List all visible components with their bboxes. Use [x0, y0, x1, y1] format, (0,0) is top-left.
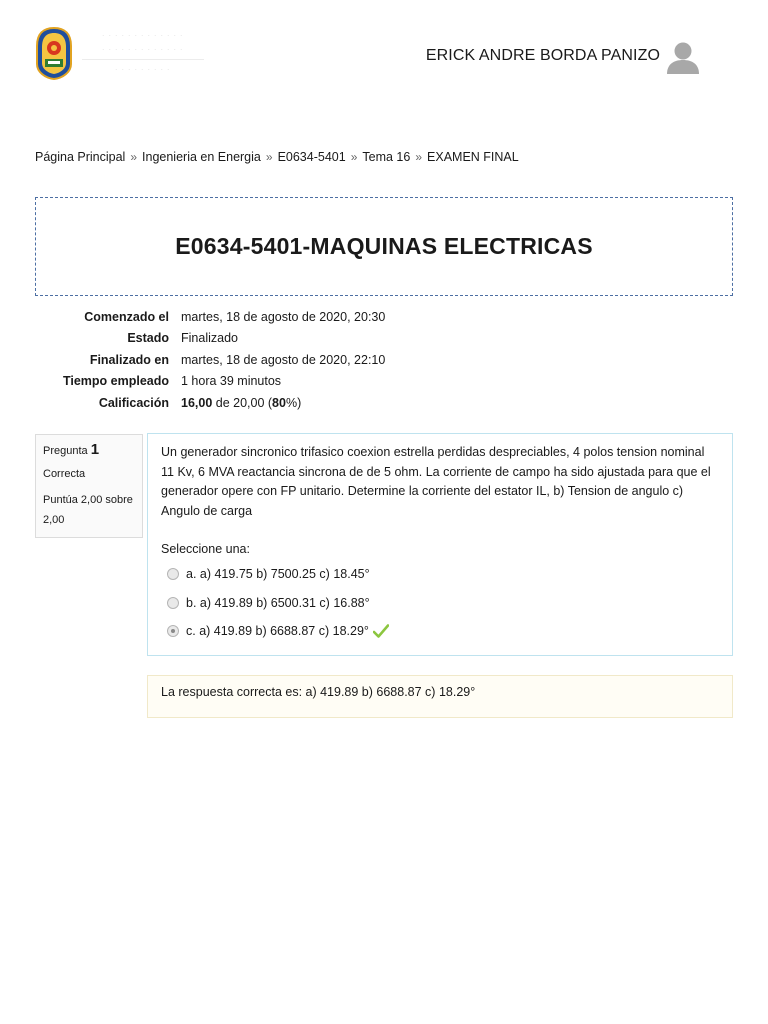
question-number-value: 1 — [90, 441, 100, 458]
summary-label: Estado — [127, 331, 169, 346]
question-text: Un generador sincronico trifasico coexion estrella perdidas despreciables, 4 polos tension nominal 11 Kv, 6 MVA reactancia sincrona de de 5 ohm. La corriente de campo ha sido ajustada para que el generador opere con FP unitario. Determine la corriente del estator IL, b) Tension de angulo c) Angulo de carga — [161, 445, 711, 518]
summary-label: Tiempo empleado — [62, 374, 169, 389]
course-title: E0634-5401-MAQUINAS ELECTRICAS — [175, 233, 593, 259]
summary-grade — [181, 392, 385, 414]
breadcrumb-separator: » — [415, 150, 423, 164]
question-label: Pregunta — [43, 445, 88, 457]
breadcrumb-separator: » — [265, 150, 273, 164]
logo-line: · · · · · · · · · — [114, 63, 171, 74]
breadcrumb-category[interactable]: Ingenieria en Energia — [142, 150, 261, 164]
correct-check-icon — [373, 624, 389, 638]
logo-line: · · · · · · · · · · · · · — [101, 30, 184, 40]
summary-value: martes, 18 de agosto de 2020, 20:30 — [181, 309, 386, 324]
breadcrumb-course[interactable]: E0634-5401 — [277, 150, 346, 164]
grade-percent: 80 — [272, 395, 286, 410]
correct-answer-text: La respuesta correcta es: a) 419.89 b) 6688.87 c) 18.29° — [161, 685, 476, 699]
question-number — [43, 441, 135, 458]
summary-value: 1 hora 39 minutos — [181, 374, 282, 389]
summary-label: Finalizado en — [89, 352, 169, 367]
answer-option-label: a. a) 419.75 b) 7500.25 c) 18.45° — [186, 567, 370, 582]
user-avatar-icon[interactable] — [665, 40, 701, 76]
user-name[interactable]: ERICK ANDRE BORDA PANIZO — [425, 47, 660, 64]
summary-value: martes, 18 de agosto de 2020, 22:10 — [181, 352, 386, 367]
logo-wordmark — [80, 30, 205, 74]
answer-option-label: c. a) 419.89 b) 6688.87 c) 18.29° — [186, 624, 369, 639]
summary-row — [35, 328, 385, 350]
breadcrumb — [35, 150, 519, 164]
feedback-box — [147, 675, 733, 718]
attempt-summary — [35, 306, 385, 414]
university-logo[interactable] — [35, 26, 73, 80]
radio-button-selected[interactable] — [167, 625, 179, 637]
summary-row — [35, 371, 385, 393]
course-title-box — [35, 197, 733, 296]
summary-row — [35, 306, 385, 328]
summary-row — [35, 392, 385, 414]
radio-button[interactable] — [167, 597, 179, 609]
summary-value: Finalizado — [181, 331, 238, 346]
summary-label: Comenzado el — [84, 309, 169, 324]
logo-rule — [82, 59, 204, 60]
page-header — [0, 0, 768, 110]
grade-mid: de 20,00 ( — [212, 395, 273, 410]
breadcrumb-separator: » — [350, 150, 358, 164]
question-info — [35, 434, 143, 538]
breadcrumb-section[interactable]: Tema 16 — [362, 150, 411, 164]
grade-end: %) — [285, 395, 302, 410]
answer-option[interactable] — [161, 560, 719, 589]
radio-button[interactable] — [167, 568, 179, 580]
question-content — [147, 433, 733, 656]
summary-label: Calificación — [98, 395, 169, 410]
question-grade: Puntúa 2,00 sobre 2,00 — [43, 494, 133, 526]
answer-option[interactable] — [161, 617, 719, 646]
breadcrumb-home[interactable]: Página Principal — [35, 150, 126, 164]
question-status: Correcta — [43, 468, 86, 480]
summary-row — [35, 349, 385, 371]
breadcrumb-separator: » — [130, 150, 138, 164]
answer-options — [161, 560, 719, 646]
answer-option[interactable] — [161, 589, 719, 618]
grade-score: 16,00 — [181, 395, 213, 410]
answer-prompt: Seleccione una: — [161, 542, 250, 556]
logo-line: · · · · · · · · · · · · · — [101, 44, 184, 55]
breadcrumb-quiz[interactable]: EXAMEN FINAL — [427, 150, 519, 164]
answer-option-label: b. a) 419.89 b) 6500.31 c) 16.88° — [186, 595, 370, 610]
